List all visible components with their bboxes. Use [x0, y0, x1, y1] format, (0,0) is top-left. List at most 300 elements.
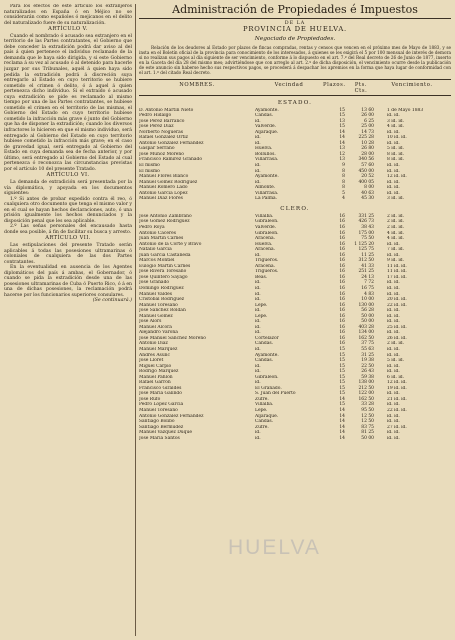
debtor-name: Alejandro Varona	[139, 330, 178, 336]
debtor-name: Antonio Cáceres	[139, 230, 177, 236]
debtor-name: Manuel Gómez	[139, 313, 173, 319]
debtor-town: id.	[255, 308, 261, 314]
debtor-town: id.	[255, 380, 261, 386]
amount: 26 00	[361, 113, 374, 119]
debtor-town: id.	[255, 319, 261, 325]
debtor-town: id.	[255, 369, 261, 375]
due-date: id. id.	[387, 168, 400, 174]
table-row	[139, 436, 451, 442]
debtor-town: id.	[255, 330, 261, 336]
plazo-number: 15	[339, 363, 345, 369]
due-date: id. id.	[387, 419, 400, 425]
debtor-name: Pedro Roya	[139, 224, 165, 230]
due-date: id. id.	[387, 430, 400, 436]
amount: 4 83	[364, 291, 374, 297]
estado-rows	[139, 108, 451, 202]
continued-note: (Se continuará.)	[92, 298, 132, 304]
debtor-name: El mismo	[139, 163, 160, 169]
amount: 13 60	[361, 107, 374, 113]
amount: 22 50	[361, 363, 374, 369]
amount: 83 75	[361, 424, 374, 430]
due-date: id. id.	[387, 402, 400, 408]
due-date: 2 id. id.	[387, 213, 404, 219]
due-date: id. id.	[387, 280, 400, 286]
debtor-name: Antonio Díaz	[139, 341, 168, 347]
page-title: Administración de Propiedades é Impuestos	[172, 3, 418, 16]
plazo-number: 15	[339, 391, 345, 397]
debtor-town: La Palma.	[255, 196, 278, 202]
debtor-town: Ayamonte.	[255, 174, 279, 180]
amount: 162 50	[358, 396, 374, 402]
amount: 125 75	[358, 247, 374, 253]
debtor-town: Huelva.	[255, 146, 273, 152]
debtor-town: Trigueros.	[255, 258, 279, 264]
header-names: NOMBRES.	[179, 81, 215, 88]
plazo-number: 16	[339, 285, 345, 291]
due-date: 10 id. id.	[387, 135, 407, 141]
due-date: 21 id. id.	[387, 396, 407, 402]
amount: 40 63	[361, 190, 374, 196]
debtor-name: José Sánchez Roldán	[139, 308, 186, 314]
amount: 400 05	[358, 179, 374, 185]
debtor-name: José Pérez Díaz	[139, 124, 174, 130]
debtor-town: id.	[255, 118, 261, 124]
debtor-name: Miguel Carpio	[139, 363, 172, 369]
due-date: 27 id. id.	[387, 424, 407, 430]
due-date: id. id.	[387, 363, 400, 369]
amount: 19 38	[361, 358, 374, 364]
due-date: 4 id. id.	[387, 230, 404, 236]
debtor-name: Francisco Giraldes	[139, 385, 182, 391]
debtor-name: José Antonio Zambrano	[139, 213, 192, 219]
amount: 175 00	[358, 230, 374, 236]
amount: 12 50	[361, 413, 374, 419]
debtor-town: Lepe.	[255, 408, 268, 413]
plazo-number: 14	[339, 419, 345, 425]
debtor-town: id.	[255, 435, 261, 441]
debtor-name: Manuel Pahlon	[139, 374, 173, 380]
plazo-number: 16	[339, 341, 345, 347]
due-date: id. id.	[387, 129, 400, 135]
amount: 8 00	[364, 185, 374, 191]
amount: 450 00	[358, 168, 374, 174]
debtor-town: Almonte.	[255, 185, 276, 191]
debtor-town: Lepe.	[255, 302, 268, 308]
debtor-name: Manuel Marquez	[139, 346, 178, 352]
debtor-town: Cañdas.	[255, 419, 274, 425]
debtor-name: Francisco Ramírez Granado	[139, 157, 202, 163]
debtor-name: Manuel Alcora	[139, 324, 172, 330]
plazo-number: 5	[342, 190, 345, 196]
due-date: 3 id. id.	[387, 196, 404, 202]
header-vecindad: Vecindad	[274, 81, 304, 88]
due-date: 3 id. id.	[387, 118, 404, 124]
amount: 12 50	[361, 419, 374, 425]
debtor-name: Norberto Nogueras	[139, 129, 184, 135]
due-date: 7 id. id.	[387, 247, 404, 253]
amount: 41 33	[361, 263, 374, 269]
debtor-name: José Alors	[139, 319, 162, 325]
due-date: id. id.	[387, 179, 400, 185]
plazo-number: 16	[339, 241, 345, 247]
debtor-name: D. Antonio Martín Nieto	[139, 107, 194, 113]
title-rule	[139, 18, 451, 19]
debtor-town: Aracena.	[255, 236, 275, 242]
debtor-name: Rafael Garrón	[139, 380, 171, 386]
debtor-town: id.	[255, 168, 261, 174]
plazo-number: 16	[339, 263, 345, 269]
debtor-name: Antonio González Fernández	[139, 140, 204, 146]
due-date: 17 id. id.	[387, 274, 407, 280]
due-date: 6 id. id.	[387, 374, 404, 380]
debtor-town: Ayamonte.	[255, 352, 279, 358]
watermark-text: HUELVA	[228, 536, 321, 559]
debtor-town: Aljaraque.	[255, 129, 279, 135]
due-date: id. id.	[387, 413, 400, 419]
plazo-number: 16	[339, 280, 345, 286]
debtor-name: Marcos Montiel	[139, 258, 175, 264]
debtor-town: Cañdas.	[255, 113, 274, 119]
amount: 37 75	[361, 341, 374, 347]
due-date: id. id.	[387, 352, 400, 358]
plazo-number: 14	[339, 129, 345, 135]
debtor-name: José Lloret	[139, 358, 164, 364]
amount: 26 80	[361, 146, 374, 152]
debtor-town: Aracena.	[255, 247, 275, 253]
due-date: id. id.	[387, 319, 400, 325]
amount: 24 13	[361, 274, 374, 280]
table-row	[139, 196, 451, 202]
due-date: 25 id. id.	[387, 324, 407, 330]
plazo-number: 16	[339, 224, 345, 230]
due-date: id. id.	[387, 252, 400, 258]
due-date: 9 id. id.	[387, 258, 404, 264]
plazo-number: 13	[339, 157, 345, 163]
debtor-name: Juan Martín Carnes	[139, 236, 184, 242]
plazo-number: 8	[342, 185, 345, 191]
due-date: id. id.	[387, 163, 400, 169]
debtor-name: Santiago Bolibó	[139, 419, 175, 425]
amount: 31 25	[361, 352, 374, 358]
plazo-number: 14	[339, 413, 345, 419]
amount: 16 75	[361, 285, 374, 291]
amount: 81 25	[361, 430, 374, 436]
debtor-name: Manuel Flores Blanco	[139, 174, 189, 180]
amount: 45 30	[361, 196, 374, 202]
section-clero: CLERO.	[280, 205, 310, 212]
header-pesetas: Pts. Cts.	[354, 81, 368, 94]
article-7-title: ARTÍCULO VII.	[45, 235, 91, 242]
debtor-town: Villarrasa.	[255, 157, 279, 163]
amount: 225 28	[358, 135, 374, 141]
debtor-name: José Quintero Sayago	[139, 274, 188, 280]
amount: 59 38	[361, 374, 374, 380]
due-date: 19 id. id.	[387, 385, 407, 391]
amount: 57 60	[361, 163, 374, 169]
plazo-number: 13	[339, 146, 345, 152]
debtor-town: Gibraleon.	[255, 374, 279, 380]
debtor-town: Ayamonte.	[255, 107, 279, 113]
plazo-number: 14	[339, 424, 345, 430]
amount: 212 50	[358, 385, 374, 391]
plazo-number: 16	[339, 269, 345, 275]
amount: 312 50	[358, 258, 374, 264]
debtor-town: Zufre.	[255, 424, 269, 430]
due-date: 26 id. id.	[387, 335, 407, 341]
left-column-text	[4, 4, 132, 636]
debtor-town: Gibraleon.	[255, 230, 279, 236]
plazo-number: 16	[339, 236, 345, 242]
debtor-town: Valverde.	[255, 224, 276, 230]
amount: 10 00	[361, 297, 374, 303]
due-date: id. id.	[387, 346, 400, 352]
plazo-number: 9	[342, 163, 345, 169]
due-date: 11 id. id.	[387, 263, 407, 269]
debtor-town: id.	[255, 346, 261, 352]
debtor-town: Bollullos.	[255, 151, 276, 157]
plazo-number: 15	[339, 380, 345, 386]
clero-rows	[139, 214, 451, 441]
debtor-town: id.	[255, 163, 261, 169]
debtor-name: José María Santos	[139, 435, 180, 441]
amount: 11 25	[361, 252, 374, 258]
due-date: 8 id. id.	[387, 151, 404, 157]
article-6-item-2: 2.º Las señas personales del encausado hasta donde sea posible, á fin de facilitar su busca y arresto.	[4, 224, 132, 235]
debtor-town: id.	[255, 297, 261, 303]
de-la-label: DE LA	[284, 21, 306, 26]
plazo-number: 14	[339, 135, 345, 141]
due-date: 1 de Mayo 1883	[387, 107, 424, 113]
due-date: 2 id. id.	[387, 219, 404, 225]
amount: 10 28	[361, 140, 374, 146]
due-date: 20 id. id.	[387, 297, 407, 303]
article-6-item-1: 1.º Si antes de probar expedido contra él reo, ó cualquiera otro documento que tenga el mismo valor y en el cual se hayan hechos declaraciones, auto, ó una prisión igualmente los hechos denunciados y la disposición penal que les sea aplicable.	[4, 196, 132, 224]
plazo-number: 4	[342, 196, 345, 202]
plazo-number: 16	[339, 302, 345, 308]
debtor-name: Manuel Toresano	[139, 408, 178, 413]
debtor-town: Cañdas.	[255, 341, 274, 347]
plazo-number: 15	[339, 358, 345, 364]
plazo-number: 13	[339, 118, 345, 124]
plazo-number: 15	[339, 385, 345, 391]
debtor-town: Beas.	[255, 274, 268, 280]
debtor-town: S. Juan del Puerto	[255, 391, 296, 397]
due-date: id. id.	[387, 285, 400, 291]
due-date: 5 id. id.	[387, 146, 404, 152]
debtor-name: Manuel Gómez Rodríguez	[139, 179, 198, 185]
amount: 25 00	[361, 124, 374, 130]
plazo-number: 16	[339, 258, 345, 264]
article-5-text: Cuando el nombrado ó acusado sea extranjero en el territorio de las Partes contratantes, el Gobierno que debe conceder la extradición podrá dar aviso al del país á quien pertenece el individuo reclamado de la demanda que le haya sido dirigida, y si este Gobierno reclama á su vez al acusado ó al detenido para hacerle juzgar por sus Tribunales, aquél á quien haya sido pedida la extradición podrá á discreción suya entregarlo al Estado en cuyo territorio se hubiere cometido el crimen ó delito, ó á aquel á quien pertenezca dicho individuo. Si el extraído ó acusado cuya extradición se pide es reclamado al mismo tiempo por una de las Partes contratantes, se hubiese cometido el crimen en el territorio de las mismas, el Gobierno del Estado en cuyo territorio hubiese cometido la infracción más grave ó junto del Gobierno que ha de disponer la extradición; cuando los diversos infractores lo hicieren en que el mismo individuo, será entregado al Gobierno del Estado en cuyo territorio hubiese cometido la infracción más grave; en el caso de gravedad igual, será entregado al Gobierno del Estado en cuya demanda sea de fecha anterior, y por último, será entregado al Gobierno del Estado al cual pertenezca ó reconozca las circunstancias previstas por el artículo 10 del presente Tratado.	[4, 33, 132, 172]
plazo-number: 16	[339, 324, 345, 330]
due-date: 2 id. id.	[387, 341, 404, 347]
due-date: 4 id. id.	[387, 124, 404, 130]
debtor-name: Natalio García	[139, 247, 172, 253]
amount: 331 25	[358, 213, 374, 219]
plazo-number: 15	[339, 107, 345, 113]
due-date: id. id.	[387, 185, 400, 191]
debtor-name: Cristóbal Rodríguez	[139, 297, 185, 303]
debtor-name: Juan García Castañeda	[139, 252, 191, 258]
amount: 7 72	[364, 280, 374, 286]
header-vencimiento: Vencimiento.	[391, 81, 433, 88]
debtor-town: id.	[255, 135, 261, 141]
debtor-name: Antonio García López	[139, 190, 188, 196]
debtor-name: José María Galindo	[139, 391, 182, 397]
amount: 403 28	[358, 324, 374, 330]
debtor-name: José Gómez Rodríguez	[139, 219, 190, 225]
due-date: id. id.	[387, 330, 400, 336]
due-date: 22 id. id.	[387, 302, 407, 308]
due-date: id. id.	[387, 369, 400, 375]
section-estado: ESTADO.	[277, 99, 313, 106]
amount: 26 43	[361, 369, 374, 375]
amount: 75 50	[361, 236, 374, 242]
plazo-number: 14	[339, 408, 345, 413]
due-date: id. id.	[387, 313, 400, 319]
plazo-number: 15	[339, 402, 345, 408]
due-date: 2 id. id.	[387, 224, 404, 230]
debtor-name: Manuel Romero Lado	[139, 185, 188, 191]
debtor-name: José Granado	[139, 280, 170, 286]
amount: 20 52	[361, 174, 374, 180]
debtor-name: Eulogio Martín Carnes	[139, 263, 191, 269]
plazo-number: 16	[339, 291, 345, 297]
plazo-number: 16	[339, 274, 345, 280]
amount: 55 63	[361, 346, 374, 352]
debtor-name: Manuel Vázquez Duque	[139, 430, 192, 436]
amount: 38 43	[361, 224, 374, 230]
due-date: 22 id. id.	[387, 408, 407, 413]
plazo-number: 8	[342, 179, 345, 185]
debtor-name: Rafael González Ortiz	[139, 135, 188, 141]
amount: 130 00	[358, 302, 374, 308]
province-title: PROVINCIA DE HUELVA.	[242, 25, 348, 33]
debtor-name: José Rivera Toresano	[139, 269, 187, 275]
amount: 426 73	[358, 219, 374, 225]
table-header	[139, 79, 451, 96]
debtor-town: Villarrasa.	[255, 190, 279, 196]
debtor-town: Aracena.	[255, 263, 275, 269]
due-date: 5 id. id.	[387, 358, 404, 364]
intro-notice: Relación de los deudores al Estado por plazos de fincas compradas, rentas y censos que vencen en el próximo mes de Mayo de 1883, y se insta en el Boletín oficial de la provincia para conocimiento de los interesados, á quienes se les exigirá el 5 por 100 mensual de interés de demora si no realizan sus pagos al día siguiente de ser vencimiento, conforme á lo dispuesto en el art. 7.º del Real decreto de 26 de Junio de 1877, inserto en la Gaceta del día 28 del mismo mes; advirtiéndose que con arreglo al art. 2.º de dicha disposición, el vencimiento ocurre desde la publicación de este anuncio sin haberse hecho sus respectivos pagos, se procederá á despachar los apremios en la forma que haya lugar de conformidad con el art. 1.º del citado Real decreto.	[139, 45, 451, 76]
amount: 6 25	[364, 118, 374, 124]
debtor-town: id.	[255, 324, 261, 330]
plazo-number: 16	[339, 247, 345, 253]
due-date: 12 id. id.	[387, 174, 407, 180]
amount: 138 00	[358, 380, 374, 386]
debtor-name: Manuel Toresano	[139, 302, 178, 308]
debtor-town: Valverde.	[255, 124, 276, 130]
debtor-town: Zufre.	[255, 396, 269, 402]
plazo-number: 16	[339, 308, 345, 314]
plazo-number: 16	[339, 252, 345, 258]
debtor-town: Trigueros.	[255, 269, 279, 275]
plazo-number: 8	[342, 174, 345, 180]
intro-paragraph: Para los efectos de este artículo los extranjeros naturalizados en España ó en Méjico no se considerarán como españoles ó mejicanos en el delito del naturalizado fuere de su naturalización.	[4, 4, 132, 26]
debtor-name: Pedro Hidalgo	[139, 113, 172, 119]
amount: 14 73	[361, 129, 374, 135]
due-date: id. id.	[387, 140, 400, 146]
amount: 251 25	[358, 269, 374, 275]
debtor-town: El Granado.	[255, 385, 282, 391]
debtor-town: id.	[255, 291, 261, 297]
amount: 28 00	[361, 151, 374, 157]
due-date: id. id.	[387, 291, 400, 297]
debtor-name: Rodrigo Marquez	[139, 369, 179, 375]
article-6-title: ARTÍCULO VI.	[46, 172, 90, 179]
debtor-town: id.	[255, 363, 261, 369]
debtor-name: Gaspar Serrano	[139, 146, 175, 152]
debtor-town: id.	[255, 252, 261, 258]
plazo-number: 14	[339, 430, 345, 436]
column-divider	[135, 4, 136, 636]
article-7-text-2: En la eventualidad en ausencia de los Agentes diplomáticos del país á ambas, el Gobernador, ó cuando se pida la extradición desde una de las posesiones ultramarinas de Cuba ó Puerto Rico, ó á en una de dichas posesiones, la reclamación podrá hacerse por los funcionarios superiores consulares.	[4, 265, 132, 298]
debtor-name: Domingo Rodríguez	[139, 285, 184, 291]
debtor-name: José Pérez Barranco	[139, 118, 185, 124]
plazo-number: 14	[339, 140, 345, 146]
plazo-number: 16	[339, 297, 345, 303]
plazo-number: 15	[339, 346, 345, 352]
due-date: 4 id. id.	[387, 236, 404, 242]
amount: 33 28	[361, 402, 374, 408]
plazo-number: 16	[339, 319, 345, 325]
due-date: 12 id. id.	[387, 380, 407, 386]
debtor-town: id.	[255, 140, 261, 146]
plazo-number: 15	[339, 374, 345, 380]
amount: 122 00	[358, 391, 374, 397]
plazo-number: 15	[339, 124, 345, 130]
debtor-town: Huelva.	[255, 241, 273, 247]
debtor-name: Manuel Valdés	[139, 291, 172, 297]
debtor-name: José Rufo	[139, 396, 161, 402]
amount: 134 00	[358, 330, 374, 336]
amount: 56 28	[361, 308, 374, 314]
debtor-town: Cañdas.	[255, 358, 274, 364]
debtor-town: Villalba.	[255, 402, 274, 408]
debtor-name: Antonio González Fernández	[139, 413, 204, 419]
due-date: id. id.	[387, 308, 400, 314]
article-5-title: ARTÍCULO V.	[48, 26, 88, 33]
article-6-text: La demanda de extradición será presentada por la vía diplomática, y apoyada en los documentos siguientes:	[4, 179, 132, 197]
plazo-number: 16	[339, 219, 345, 225]
plazo-number: 16	[339, 230, 345, 236]
amount: 50 00	[361, 319, 374, 325]
amount: 162 50	[358, 335, 374, 341]
debtor-name: José Muñoz Moreno	[139, 151, 184, 157]
amount: 50 00	[361, 435, 374, 441]
plazo-number: 15	[339, 369, 345, 375]
plazo-number: 14	[339, 435, 345, 441]
amount: 95 50	[361, 408, 374, 413]
debtor-town: id.	[255, 430, 261, 436]
header-plazos: Plazos.	[323, 81, 346, 88]
plazo-number: 12	[339, 151, 345, 157]
debtor-town: id.	[255, 280, 261, 286]
debtor-name: Santiago Bermúdez	[139, 424, 184, 430]
amount: 1 125 20	[354, 241, 374, 247]
due-date: id. id.	[387, 391, 400, 397]
article-7-text: Las estipulaciones del presente Tratado serán aplicables á todas las posesiones ultramarinas ó coloniales de cualquiera de las dos Partes contratantes.	[4, 242, 132, 265]
debtor-name: José Manuel Sánchez Moreno	[139, 335, 206, 341]
plazo-number: 16	[339, 335, 345, 341]
debtor-name: Antonio de la Corte y Bravo	[139, 241, 202, 247]
debtor-town: id.	[255, 179, 261, 185]
due-date: id. id.	[387, 241, 400, 247]
debtor-town: Cortelazor	[255, 335, 279, 341]
plazo-number: 15	[339, 352, 345, 358]
amount: 340 56	[358, 157, 374, 163]
